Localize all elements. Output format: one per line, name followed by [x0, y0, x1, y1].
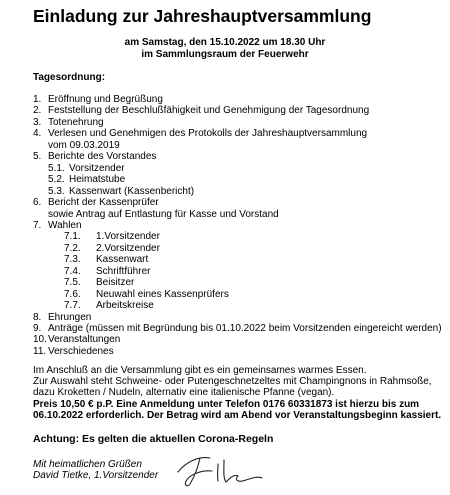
- agenda-item-number: 5.2.: [48, 174, 65, 186]
- page-title: Einladung zur Jahreshauptversammlung: [33, 6, 372, 26]
- agenda-item-text: Beisitzer: [96, 277, 135, 289]
- agenda-item-number: 11.: [33, 345, 47, 357]
- greeting-line: Mit heimatlichen Grüßen: [33, 459, 142, 470]
- agenda-item-text: Verlesen und Genehmigen des Protokolls der Jahreshauptversammlung: [48, 128, 368, 140]
- agenda-item-text: Arbeitskreise: [96, 300, 154, 312]
- agenda-item-number: 7.3.: [64, 254, 81, 266]
- agenda-item-number: 10.: [33, 334, 47, 346]
- agenda-item-number: 8.: [33, 311, 42, 323]
- handwritten-signature: [172, 450, 267, 490]
- agenda-heading: Tagesordnung:: [33, 72, 106, 83]
- agenda-item-text: Kassenwart: [96, 254, 149, 266]
- agenda-item-number: 6.: [33, 197, 42, 209]
- date-line: am Samstag, den 15.10.2022 um 18.30 Uhr: [124, 37, 326, 48]
- agenda-item-text: Heimatstube: [69, 174, 126, 186]
- agenda-item-text: 2.Vorsitzender: [96, 242, 160, 254]
- agenda-item-number: 7.2.: [64, 242, 81, 254]
- agenda-item-text: 1.Vorsitzender: [96, 231, 160, 243]
- agenda-item-number: 5.3.: [48, 185, 65, 197]
- agenda-item-text: Veranstaltungen: [48, 334, 121, 346]
- agenda-item-number: 3.: [33, 116, 42, 128]
- agenda-item-text: Vorsitzender: [69, 162, 125, 174]
- agenda-item-text: Bericht der Kassenprüfer: [48, 197, 159, 209]
- signer-line: David Tietke, 1.Vorsitzender: [33, 470, 159, 481]
- agenda-item-number: 2.: [33, 105, 42, 117]
- agenda-item-text: Berichte des Vorstandes: [48, 151, 157, 163]
- agenda-item-text: Wahlen: [48, 219, 82, 231]
- agenda-item-number: 4.: [33, 128, 42, 140]
- agenda-item-text: Kassenwart (Kassenbericht): [69, 185, 195, 197]
- closing-line-1: Im Anschluß an die Versammlung gibt es ein gemeinsames warmes Essen.: [33, 365, 367, 376]
- agenda-item-text: Ehrungen: [48, 311, 92, 323]
- closing-line-3: dazu Kroketten / Nudeln, alternativ eine italienische Pfanne (vegan).: [33, 387, 335, 399]
- agenda-item-number: 7.4.: [64, 265, 81, 277]
- closing-line-5: 06.10.2022 erforderlich. Der Betrag wird am Abend vor Veranstaltungsbeginn kassiert.: [33, 409, 442, 421]
- agenda-item-number: 7.5.: [64, 277, 81, 289]
- greeting-block: [33, 459, 158, 481]
- agenda-item-text: Neuwahl eines Kassenprüfers: [96, 288, 229, 300]
- agenda-item-text: Eröffnung und Begrüßung: [48, 94, 163, 105]
- agenda-item-number: 9.: [33, 323, 42, 334]
- agenda-item-text: Totenehrung: [48, 116, 104, 128]
- agenda-item-text: Feststellung der Beschlußfähigkeit und Genehmigung der Tagesordnung: [48, 105, 370, 117]
- corona-notice: Achtung: Es gelten die aktuellen Corona-Regeln: [33, 433, 274, 445]
- agenda-item-text: vom 09.03.2019: [48, 139, 120, 151]
- agenda-item-text: Anträge (müssen mit Begründung bis 01.10.2022 beim Vorsitzenden eingereicht werden): [48, 323, 442, 334]
- agenda-item-number: 5.: [33, 151, 42, 163]
- agenda-item-text: Schriftführer: [96, 265, 151, 277]
- agenda-item-text: Verschiedenes: [48, 345, 114, 357]
- agenda-item-number: 7.7.: [64, 300, 81, 312]
- agenda-item-number: 5.1.: [48, 162, 65, 174]
- agenda-item-number: 7.1.: [64, 231, 81, 243]
- agenda-item-number: 7.: [33, 219, 42, 231]
- place-line: im Sammlungsraum der Feuerwehr: [141, 49, 309, 60]
- closing-line-4: Preis 10,50 € p.P. Eine Anmeldung unter Telefon 0176 60331873 ist hierzu bis zum: [33, 398, 420, 410]
- agenda-item-text: sowie Antrag auf Entlastung für Kasse und Vorstand: [48, 208, 279, 220]
- agenda-item-number: 7.6.: [64, 288, 81, 300]
- closing-line-2: Zur Auswahl steht Schweine- oder Putengeschnetzeltes mit Champingnons in Rahmsoße,: [33, 376, 432, 388]
- closing-text: [33, 365, 443, 421]
- agenda-item-number: 1.: [33, 94, 42, 105]
